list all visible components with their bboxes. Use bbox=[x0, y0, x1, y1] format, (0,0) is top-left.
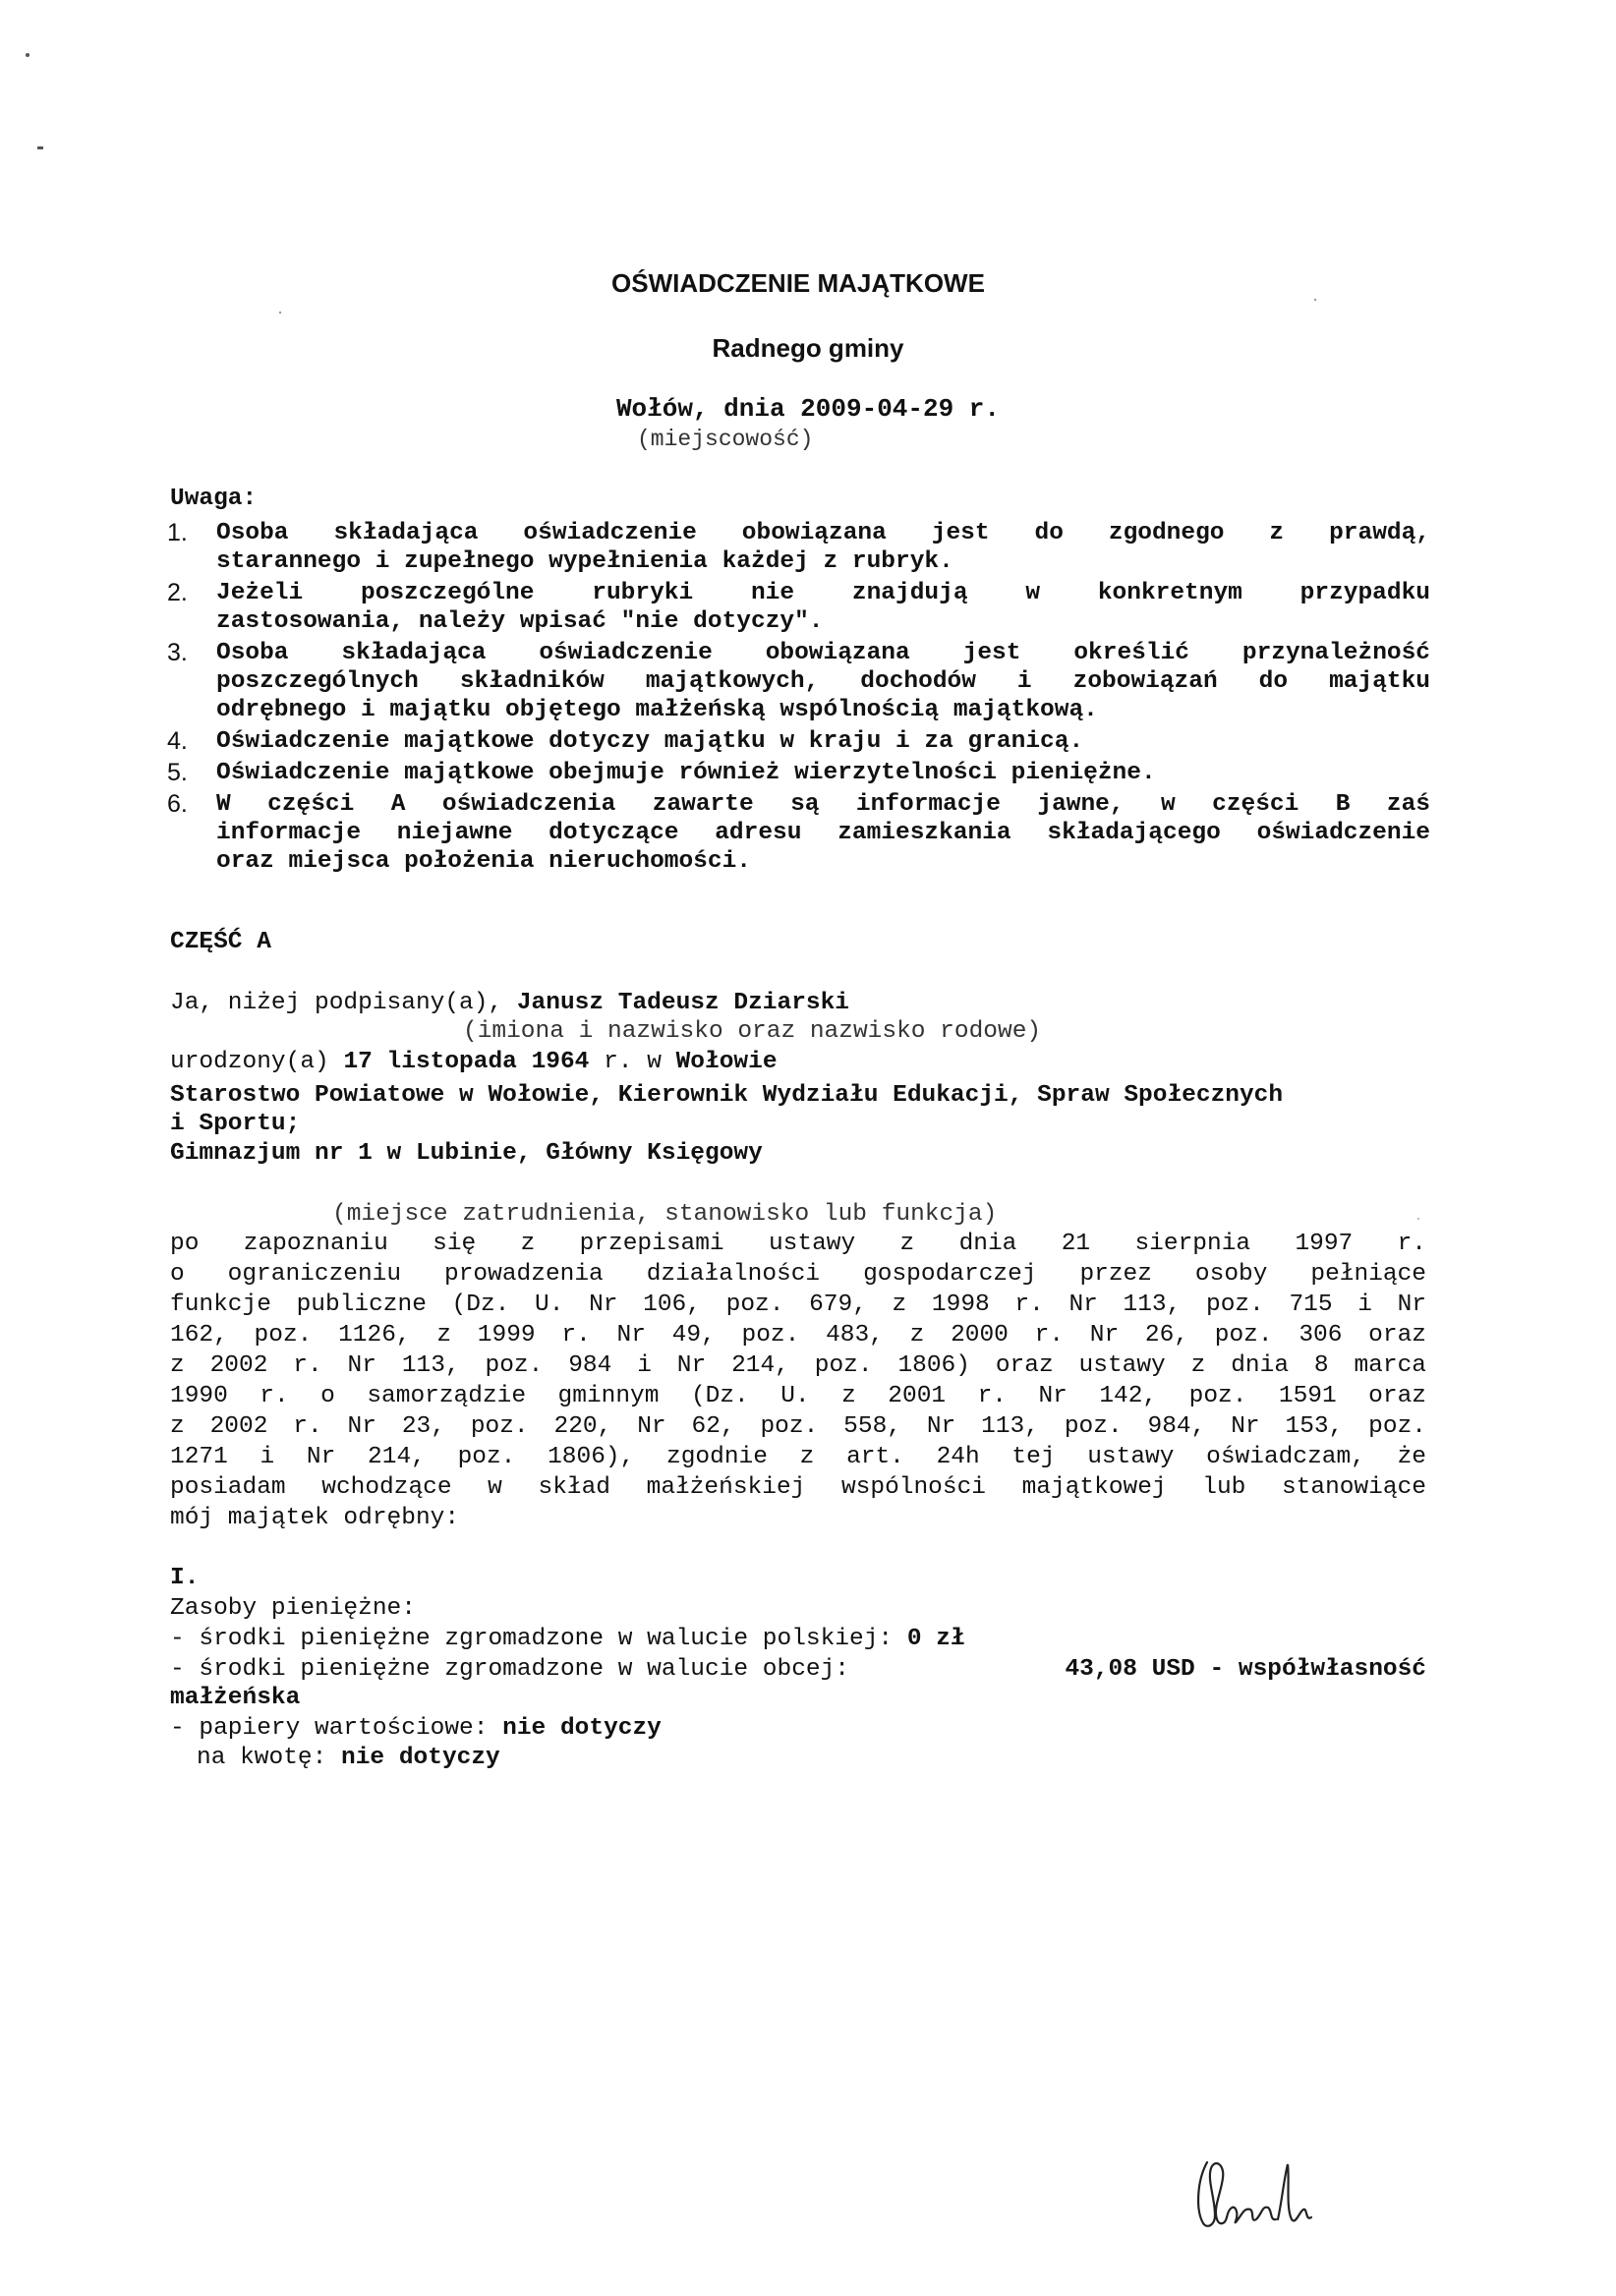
legal-line: mój majątek odrębny: bbox=[170, 1505, 460, 1531]
legal-basis-paragraph bbox=[170, 1229, 1426, 1533]
born-date: 17 listopada 1964 bbox=[343, 1049, 590, 1075]
amount-line bbox=[197, 1744, 500, 1773]
pln-funds-line bbox=[170, 1625, 965, 1654]
note-line: starannego i zupełnego wypełnienia każdej z rubryk. bbox=[216, 548, 953, 575]
note-text bbox=[216, 579, 1430, 636]
legal-line: 1990 r. o samorządzie gminnym (Dz. U. z 2001 r. Nr 142, poz. 1591 oraz bbox=[170, 1383, 1426, 1409]
legal-line: po zapoznaniu się z przepisami ustawy z dnia 21 sierpnia 1997 r. bbox=[170, 1231, 1426, 1257]
securities-label: - papiery wartościowe: bbox=[170, 1715, 503, 1742]
note-line: Osoba składająca oświadczenie obowiązana jest do zgodnego z prawdą, bbox=[216, 520, 1430, 546]
foreign-funds-value-cont: małżeńska bbox=[170, 1685, 301, 1711]
legal-line: o ograniczeniu prowadzenia działalności gospodarczej przez osoby pełniące bbox=[170, 1261, 1426, 1288]
declarant-intro: Ja, niżej podpisany(a), bbox=[170, 990, 517, 1016]
section-heading: Zasoby pieniężne: bbox=[170, 1595, 416, 1622]
note-text bbox=[216, 790, 1430, 876]
note-number: 5. bbox=[167, 759, 188, 786]
document-subtitle: Radnego gminy bbox=[712, 333, 904, 363]
handwritten-signature bbox=[1189, 2151, 1317, 2235]
note-line: Osoba składająca oświadczenie obowiązana jest określić przynależność bbox=[216, 640, 1430, 666]
note-line: Oświadczenie majątkowe dotyczy majątku w kraju i za granicą. bbox=[216, 728, 1084, 755]
note-number: 6. bbox=[167, 790, 188, 818]
note-item bbox=[167, 790, 1430, 876]
place-caption: (miejscowość) bbox=[637, 427, 814, 452]
note-text bbox=[216, 639, 1430, 724]
note-number: 3. bbox=[167, 639, 188, 666]
place-date bbox=[0, 394, 1616, 424]
note-line: zastosowania, należy wpisać "nie dotyczy". bbox=[216, 608, 824, 635]
part-a-label: CZĘŚĆ A bbox=[170, 929, 271, 955]
note-line: Oświadczenie majątkowe obejmuje również wierzytelności pieniężne. bbox=[216, 760, 1156, 786]
born-label: urodzony(a) bbox=[170, 1049, 344, 1075]
pln-funds-value: 0 zł bbox=[906, 1626, 965, 1652]
pln-funds-label: - środki pieniężne zgromadzone w walucie polskiej: bbox=[170, 1626, 907, 1652]
section-number: I. bbox=[170, 1565, 200, 1591]
birth-line bbox=[170, 1048, 778, 1076]
foreign-funds-label: - środki pieniężne zgromadzone w walucie obcej: bbox=[170, 1656, 850, 1683]
employment-line-3: Gimnazjum nr 1 w Lubinie, Główny Księgowy bbox=[170, 1140, 763, 1167]
note-item bbox=[167, 759, 1430, 787]
note-text bbox=[216, 519, 1430, 576]
note-line: informacje niejawne dotyczące adresu zamieszkania składającego oświadczenie bbox=[216, 820, 1430, 846]
note-line: oraz miejsca położenia nieruchomości. bbox=[216, 848, 751, 875]
legal-line: funkcje publiczne (Dz. U. Nr 106, poz. 679, z 1998 r. Nr 113, poz. 715 i Nr bbox=[170, 1292, 1426, 1318]
name-caption: (imiona i nazwisko oraz nazwisko rodowe) bbox=[463, 1018, 1042, 1045]
note-line: poszczególnych składników majątkowych, dochodów i zobowiązań do majątku bbox=[216, 668, 1430, 695]
note-number: 4. bbox=[167, 727, 188, 755]
legal-line: 1271 i Nr 214, poz. 1806), zgodnie z art. 24h tej ustawy oświadczam, że bbox=[170, 1444, 1426, 1470]
declarant-name: Janusz Tadeusz Dziarski bbox=[516, 990, 850, 1016]
note-item bbox=[167, 727, 1430, 756]
note-text bbox=[216, 727, 1430, 756]
foreign-funds-line bbox=[170, 1655, 1426, 1685]
note-line: odrębnego i majątku objętego małżeńską wspólnością majątkową. bbox=[216, 697, 1098, 723]
note-item bbox=[167, 639, 1430, 724]
note-number: 1. bbox=[167, 519, 188, 546]
amount-label: na kwotę: bbox=[197, 1745, 342, 1771]
document-title: OŚWIADCZENIE MAJĄTKOWE bbox=[611, 268, 985, 298]
declarant-line bbox=[170, 989, 849, 1017]
note-line: W części A oświadczenia zawarte są informacje jawne, w części B zaś bbox=[216, 791, 1430, 818]
note-text bbox=[216, 759, 1430, 787]
notes-list bbox=[167, 519, 1430, 879]
note-line: Jeżeli poszczególne rubryki nie znajdują w konkretnym przypadku bbox=[216, 580, 1430, 606]
employment-caption: (miejsce zatrudnienia, stanowisko lub funkcja) bbox=[332, 1201, 998, 1228]
amount-value: nie dotyczy bbox=[341, 1745, 500, 1771]
employment-line-2: i Sportu; bbox=[170, 1111, 301, 1137]
legal-line: posiadam wchodzące w skład małżeńskiej wspólności majątkowej lub stanowiące bbox=[170, 1474, 1426, 1501]
place-date-text: Wołów, dnia 2009-04-29 r. bbox=[615, 394, 1001, 424]
legal-line: 162, poz. 1126, z 1999 r. Nr 49, poz. 483, z 2000 r. Nr 26, poz. 306 oraz bbox=[170, 1322, 1426, 1349]
note-item bbox=[167, 519, 1430, 576]
employment-line-1: Starostwo Powiatowe w Wołowie, Kierownik Wydziału Edukacji, Spraw Społecznych bbox=[170, 1082, 1284, 1109]
legal-line: z 2002 r. Nr 23, poz. 220, Nr 62, poz. 558, Nr 113, poz. 984, Nr 153, poz. bbox=[170, 1413, 1426, 1440]
uwaga-label: Uwaga: bbox=[170, 486, 258, 512]
securities-line bbox=[170, 1714, 662, 1744]
born-mid: r. w bbox=[589, 1049, 676, 1075]
securities-value: nie dotyczy bbox=[502, 1715, 662, 1742]
legal-line: z 2002 r. Nr 113, poz. 984 i Nr 214, poz. 1806) oraz ustawy z dnia 8 marca bbox=[170, 1352, 1426, 1379]
note-number: 2. bbox=[167, 579, 188, 606]
born-place: Wołowie bbox=[675, 1049, 778, 1075]
note-item bbox=[167, 579, 1430, 636]
foreign-funds-value: 43,08 USD - współwłasność bbox=[1065, 1656, 1426, 1683]
